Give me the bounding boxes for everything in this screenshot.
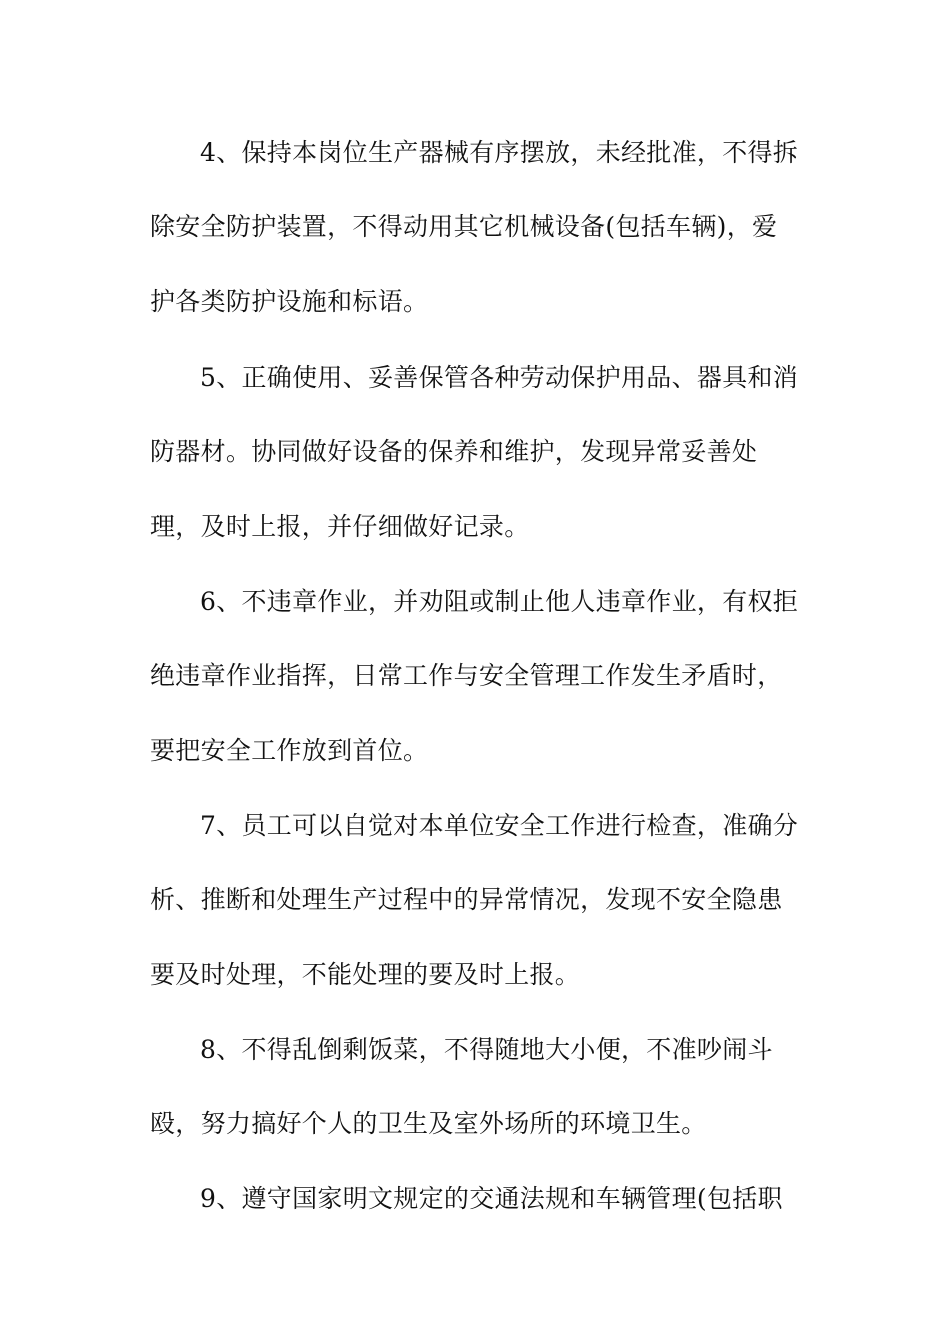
paragraph-5-line-1: 5、正确使用、妥善保管各种劳动保护用品、器具和消 bbox=[200, 363, 799, 392]
paragraph-5-line-2: 防器材。协同做好设备的保养和维护，发现异常妥善处 bbox=[150, 437, 758, 466]
paragraph-4-line-1: 4、保持本岗位生产器械有序摆放，未经批准，不得拆 bbox=[200, 138, 799, 167]
paragraph-5-line-3: 理，及时上报，并仔细做好记录。 bbox=[150, 512, 530, 541]
paragraph-8-line-1: 8、不得乱倒剩饭菜，不得随地大小便，不准吵闹斗 bbox=[200, 1035, 773, 1064]
paragraph-9-line-1: 9、遵守国家明文规定的交通法规和车辆管理(包括职 bbox=[200, 1184, 783, 1213]
paragraph-6-line-1: 6、不违章作业，并劝阻或制止他人违章作业，有权拒 bbox=[200, 587, 799, 616]
paragraph-4-line-2: 除安全防护装置，不得动用其它机械设备(包括车辆)，爱 bbox=[150, 212, 778, 241]
paragraph-8-line-2: 殴，努力搞好个人的卫生及室外场所的环境卫生。 bbox=[150, 1109, 707, 1138]
paragraph-4-line-3: 护各类防护设施和标语。 bbox=[150, 287, 429, 316]
paragraph-7-line-1: 7、员工可以自觉对本单位安全工作进行检查，准确分 bbox=[200, 811, 799, 840]
paragraph-7-line-3: 要及时处理，不能处理的要及时上报。 bbox=[150, 960, 581, 989]
paragraph-7-line-2: 析、推断和处理生产过程中的异常情况，发现不安全隐患 bbox=[150, 885, 783, 914]
paragraph-6-line-2: 绝违章作业指挥，日常工作与安全管理工作发生矛盾时， bbox=[150, 661, 783, 690]
paragraph-6-line-3: 要把安全工作放到首位。 bbox=[150, 736, 429, 765]
